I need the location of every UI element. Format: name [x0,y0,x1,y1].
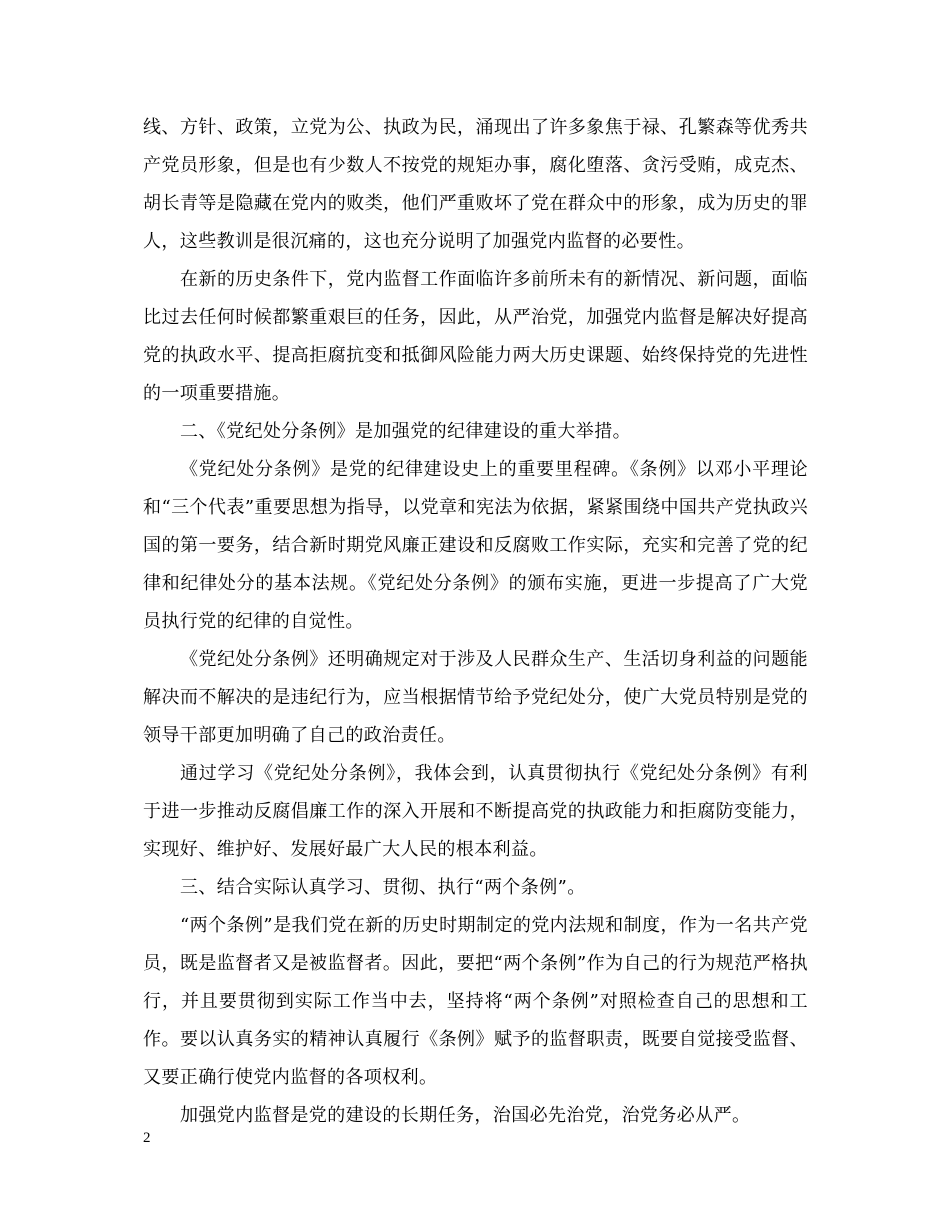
paragraph-6: “两个条例”是我们党在新的历史时期制定的党内法规和制度，作为一名共产党员，既是监督者又是被监督者。因此，要把“两个条例”作为自己的行为规范严格执行，并且要贯彻到实际工作当中去，坚持将“两个条例”对照检查自己的思想和工作。要以认真务实的精神认真履行《条例》赋予的监督职责，既要自觉接受监督、又要正确行使党内监督的各项权利。 [143,915,808,1088]
section-heading-3: 三、结合实际认真学习、贯彻、执行“两个条例”。 [180,877,586,898]
page-number: 2 [143,1130,151,1146]
paragraph-1: 线、方针、政策，立党为公、执政为民，涌现出了许多象焦于禄、孔繁森等优秀共产党员形象，但是也有少数人不按党的规矩办事，腐化堕落、贪污受贿，成克杰、胡长青等是隐藏在党内的败类，他们严重败坏了党在群众中的形象，成为历史的罪人，这些教训是很沉痛的，这也充分说明了加强党内监督的必要性。 [143,117,808,252]
paragraph-7: 加强党内监督是党的建设的长期任务，治国必先治党，治党务必从严。 [180,1105,751,1126]
section-heading-2: 二、《党纪处分条例》是加强党的纪律建设的重大举措。 [180,421,631,442]
paragraph-5: 通过学习《党纪处分条例》，我体会到，认真贯彻执行《党纪处分条例》有利于进一步推动反腐倡廉工作的深入开展和不断提高党的执政能力和拒腐防变能力，实现好、维护好、发展好最广大人民的根本利益。 [143,763,808,860]
paragraph-4: 《党纪处分条例》还明确规定对于涉及人民群众生产、生活切身利益的问题能解决而不解决的是违纪行为，应当根据情节给予党纪处分，使广大党员特别是党的领导干部更加明确了自己的政治责任。 [143,649,808,746]
paragraph-3: 《党纪处分条例》是党的纪律建设史上的重要里程碑。《条例》以邓小平理论和“三个代表”重要思想为指导，以党章和宪法为依据，紧紧围绕中国共产党执政兴国的第一要务，结合新时期党风廉正建设和反腐败工作实际，充实和完善了党的纪律和纪律处分的基本法规。《党纪处分条例》的颁布实施，更进一步提高了广大党员执行党的纪律的自觉性。 [143,459,808,632]
document-body [143,109,808,1135]
paragraph-2: 在新的历史条件下，党内监督工作面临许多前所未有的新情况、新问题，面临比过去任何时候都繁重艰巨的任务，因此，从严治党，加强党内监督是解决好提高党的执政水平、提高拒腐抗变和抵御风险能力两大历史课题、始终保持党的先进性的一项重要措施。 [143,269,808,404]
